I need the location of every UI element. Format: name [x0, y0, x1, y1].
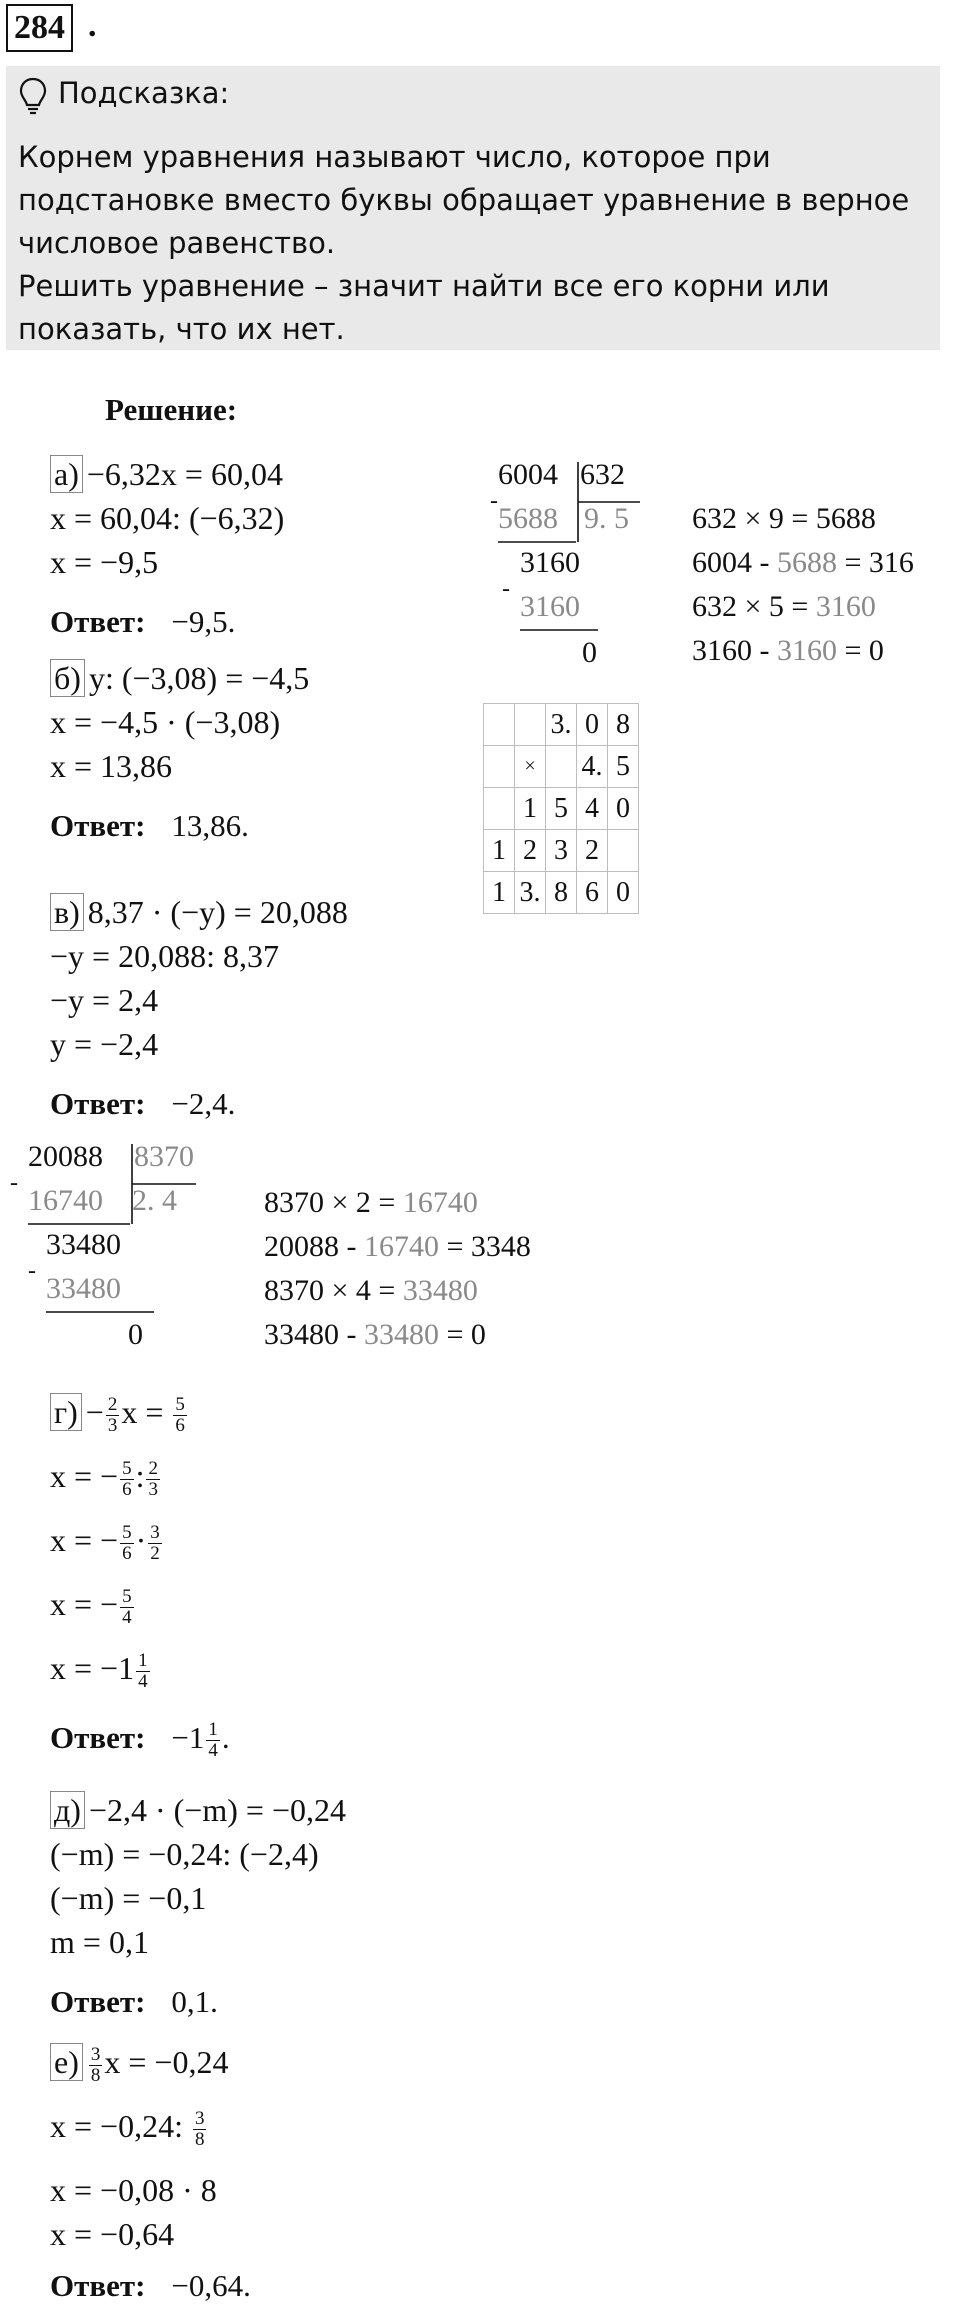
minus-sign: - — [502, 576, 510, 602]
fraction: $\frac{1}{4}$ — [208, 1719, 218, 1762]
answer-label: Ответ: — [50, 2268, 146, 2303]
grid-cell: 3 — [546, 830, 577, 872]
part-d-line-4: m = 0,1 — [50, 1924, 149, 1960]
part-v-label: в) — [50, 893, 84, 931]
grid-cell: 2 — [515, 830, 546, 872]
hint-text — [18, 136, 928, 351]
part-g-line-3: x = − $\frac{5}{6}$ · $\frac{3}{2}$ — [50, 1522, 160, 1565]
part-e-line-1: е) $\frac{3}{8}$ x = −0,24 — [50, 2040, 228, 2086]
grid-cell: 1 — [515, 788, 546, 830]
fraction: $\frac{5}{6}$ — [175, 1394, 185, 1437]
grid-cell: 1 — [484, 830, 515, 872]
dividend: 6004 — [498, 458, 558, 491]
answer-label: Ответ: — [50, 1086, 146, 1121]
part-d-line-1 — [50, 1788, 346, 1832]
answer-value: 0,1. — [171, 1984, 218, 2019]
fraction: $\frac{5}{6}$ — [122, 1458, 132, 1501]
grid-cell: 6 — [577, 872, 608, 914]
fraction: $\frac{2}{3}$ — [148, 1458, 158, 1501]
answer-label: Ответ: — [50, 1720, 146, 1755]
division-lines — [10, 1140, 230, 1370]
fraction: $\frac{5}{6}$ — [122, 1522, 132, 1565]
remainder-2: 0 — [582, 636, 597, 669]
part-a-line-2: x = 60,04: (−6,32) — [50, 500, 285, 536]
fraction: $\frac{3}{2}$ — [150, 1522, 160, 1565]
part-v-answer — [50, 1086, 235, 1122]
quotient: 9. 5 — [584, 502, 629, 535]
part-d-eq-1: −2,4 · (−m) = −0,24 — [88, 1792, 346, 1828]
part-b-line-1 — [50, 656, 309, 700]
part-g-label: г) — [50, 1393, 82, 1431]
side-calc-a-3: 632 × 5 = 3160 — [692, 590, 876, 623]
hint-paragraph-1: Корнем уравнения называют число, которое при подстановке вместо буквы обращает уравнение в верное числовое равенство. — [18, 140, 910, 260]
part-e-line-4: x = −0,64 — [50, 2216, 175, 2252]
fraction: $\frac{5}{4}$ — [122, 1586, 132, 1629]
part-a-line-3: x = −9,5 — [50, 544, 159, 580]
part-v-line-2: −y = 20,088: 8,37 — [50, 938, 279, 974]
grid-cell: 3. — [515, 872, 546, 914]
part-g-line-1: г) − $\frac{2}{3}$ x = $\frac{5}{6}$ — [50, 1390, 189, 1436]
multiplication-grid — [483, 703, 639, 914]
problem-number-dot: . — [88, 7, 97, 44]
fraction: $\frac{3}{8}$ — [194, 2108, 205, 2151]
part-d-line-3: (−m) = −0,1 — [50, 1880, 207, 1916]
part-g-line-5: x = −1 $\frac{1}{4}$ — [50, 1650, 148, 1693]
part-v-line-4: y = −2,4 — [50, 1026, 159, 1062]
solution-title: Решение: — [105, 392, 238, 427]
minus-sign: - — [28, 1258, 36, 1284]
grid-cell: 5 — [608, 746, 639, 788]
remainder-2: 0 — [128, 1318, 143, 1351]
part-e-line-3: x = −0,08 · 8 — [50, 2172, 217, 2208]
subtrahend-2: 33480 — [46, 1272, 121, 1305]
answer-value: 13,86. — [171, 808, 249, 843]
problem-number: 284 — [6, 4, 73, 52]
grid-cell: 4. — [577, 746, 608, 788]
part-a-answer — [50, 604, 235, 640]
answer-value: −9,5. — [171, 604, 236, 639]
grid-cell — [546, 746, 577, 788]
part-e-label: е) — [50, 2043, 83, 2081]
hint-title: Подсказка: — [58, 76, 230, 110]
lightbulb-icon — [18, 76, 48, 116]
grid-cell — [484, 704, 515, 746]
fraction: $\frac{2}{3}$ — [107, 1394, 118, 1437]
side-calc-v-1: 8370 × 2 = 16740 — [264, 1186, 478, 1219]
divisor: 8370 — [134, 1140, 194, 1173]
side-calc-a-1: 632 × 9 = 5688 — [692, 502, 876, 535]
grid-cell: 0 — [608, 788, 639, 830]
remainder-1: 33480 — [46, 1228, 121, 1261]
part-a-line-1 — [50, 452, 283, 496]
grid-cell: × — [515, 746, 546, 788]
side-calc-v-4: 33480 - 33480 = 0 — [264, 1318, 486, 1351]
part-g-answer: Ответ: −1 $\frac{1}{4}$ . — [50, 1719, 230, 1762]
part-b-label: б) — [50, 659, 85, 697]
side-calc-a-2: 6004 - 5688 = 316 — [692, 546, 914, 579]
long-division-v — [10, 1140, 230, 1370]
side-calc-a-4: 3160 - 3160 = 0 — [692, 634, 884, 667]
grid-cell — [484, 788, 515, 830]
long-division-a — [490, 458, 650, 688]
part-a-label: а) — [50, 455, 83, 493]
subtrahend-1: 5688 — [498, 502, 558, 535]
grid-cell — [515, 704, 546, 746]
part-d-label: д) — [50, 1791, 85, 1829]
part-v-line-3: −y = 2,4 — [50, 982, 159, 1018]
minus-sign: - — [490, 488, 498, 514]
hint-box — [6, 66, 940, 350]
hint-paragraph-2: Решить уравнение – значит найти все его корни или показать, что их нет. — [18, 269, 830, 346]
part-b-answer — [50, 808, 249, 844]
part-g-line-4: x = − $\frac{5}{4}$ — [50, 1586, 132, 1629]
quotient: 2. 4 — [132, 1184, 177, 1217]
part-e-line-2: x = −0,24: $\frac{3}{8}$ — [50, 2108, 205, 2151]
grid-cell — [484, 746, 515, 788]
side-calc-v-3: 8370 × 4 = 33480 — [264, 1274, 478, 1307]
answer-label: Ответ: — [50, 604, 146, 639]
fraction: $\frac{1}{4}$ — [138, 1650, 148, 1693]
part-g-line-2: x = − $\frac{5}{6}$ : $\frac{2}{3}$ — [50, 1458, 158, 1501]
part-v-eq-1: 8,37 · (−y) = 20,088 — [87, 894, 348, 930]
remainder-1: 3160 — [520, 546, 580, 579]
subtrahend-2: 3160 — [520, 590, 580, 623]
minus-sign: - — [10, 1170, 18, 1196]
part-d-line-2: (−m) = −0,24: (−2,4) — [50, 1836, 319, 1872]
divisor: 632 — [580, 458, 625, 491]
part-d-answer — [50, 1984, 218, 2020]
answer-value: −0,64. — [171, 2268, 251, 2303]
grid-cell — [608, 830, 639, 872]
answer-value: −2,4. — [171, 1086, 236, 1121]
grid-cell: 4 — [577, 788, 608, 830]
answer-label: Ответ: — [50, 808, 146, 843]
subtrahend-1: 16740 — [28, 1184, 103, 1217]
part-b-eq-1: y: (−3,08) = −4,5 — [88, 660, 310, 696]
grid-cell: 8 — [546, 872, 577, 914]
grid-cell: 3. — [546, 704, 577, 746]
part-a-eq-1: −6,32x = 60,04 — [86, 456, 283, 492]
part-b-line-3: x = 13,86 — [50, 748, 173, 784]
dividend: 20088 — [28, 1140, 103, 1173]
part-e-answer — [50, 2268, 251, 2304]
part-b-line-2: x = −4,5 · (−3,08) — [50, 704, 281, 740]
grid-cell: 2 — [577, 830, 608, 872]
side-calc-v-2: 20088 - 16740 = 3348 — [264, 1230, 531, 1263]
grid-cell: 1 — [484, 872, 515, 914]
grid-cell: 8 — [608, 704, 639, 746]
grid-cell: 0 — [577, 704, 608, 746]
grid-cell: 0 — [608, 872, 639, 914]
part-v-line-1 — [50, 890, 348, 934]
answer-label: Ответ: — [50, 1984, 146, 2019]
grid-cell: 5 — [546, 788, 577, 830]
fraction: $\frac{3}{8}$ — [90, 2044, 101, 2087]
division-lines — [490, 458, 650, 688]
